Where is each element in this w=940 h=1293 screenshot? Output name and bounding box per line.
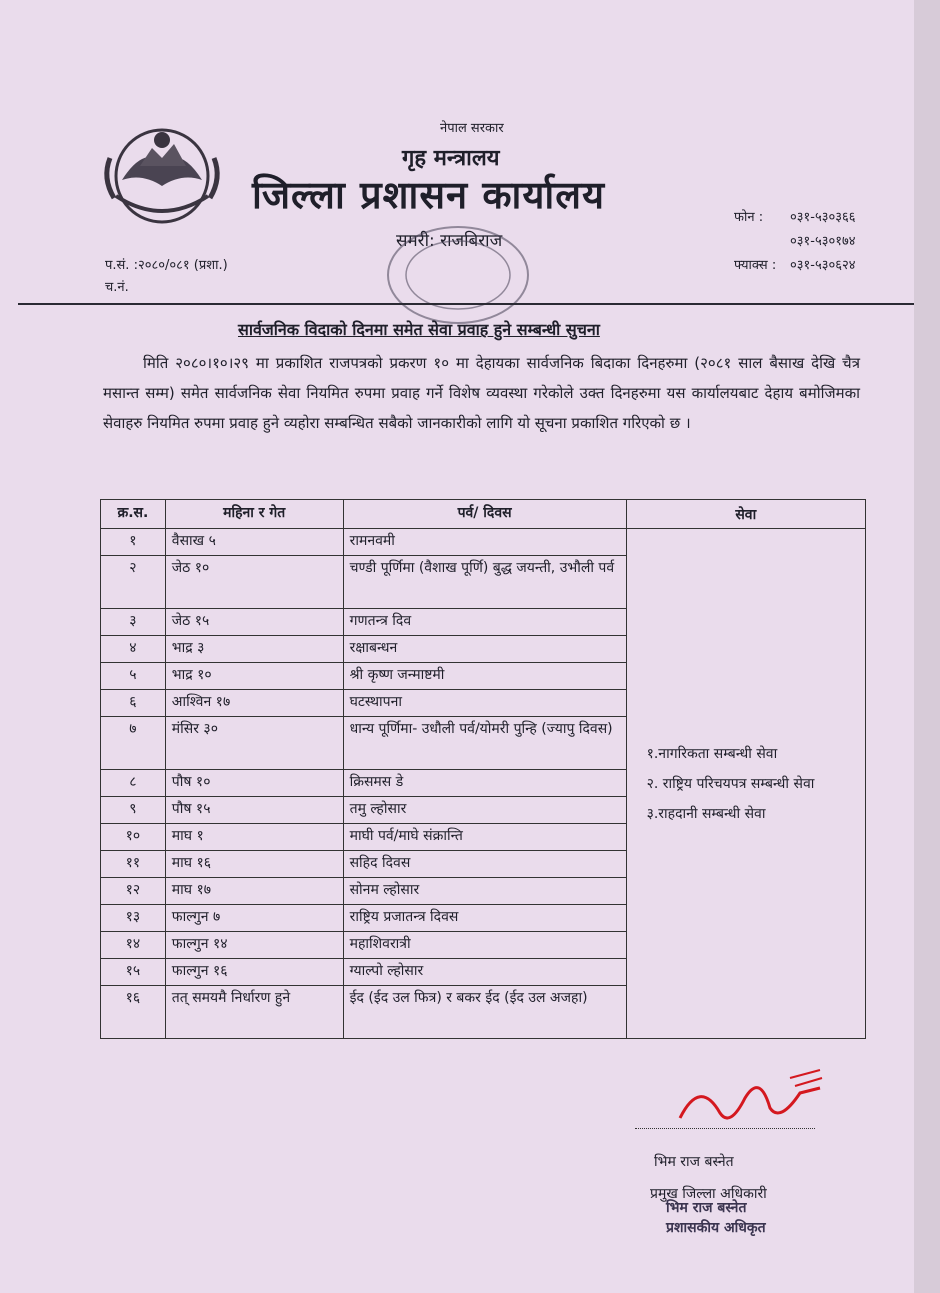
- phone-1: ०३१-५३०३६६: [790, 210, 856, 225]
- row-date: माघ १: [165, 824, 343, 851]
- row-date: भाद्र १०: [165, 663, 343, 690]
- row-sn: १३: [101, 905, 166, 932]
- row-festival: तमु ल्होसार: [343, 797, 626, 824]
- row-date: मंसिर ३०: [165, 717, 343, 770]
- row-sn: ९: [101, 797, 166, 824]
- header-divider: [18, 303, 914, 305]
- row-sn: ४: [101, 636, 166, 663]
- row-festival: माघी पर्व/माघे संक्रान्ति: [343, 824, 626, 851]
- stamp-name: भिम राज बस्नेत: [666, 1200, 747, 1216]
- row-sn: १०: [101, 824, 166, 851]
- service-item: २. राष्ट्रिय परिचयपत्र सम्बन्धी सेवा: [646, 775, 815, 792]
- row-festival: राष्ट्रिय प्रजातन्त्र दिवस: [343, 905, 626, 932]
- office-address: समरी: राजबिराज: [396, 231, 503, 251]
- header-service: सेवा: [626, 500, 865, 529]
- reference-block: [105, 255, 228, 299]
- row-date: तत् समयमै निर्धारण हुने: [165, 986, 343, 1039]
- row-date: पौष १०: [165, 770, 343, 797]
- header-festival: पर्व/ दिवस: [343, 500, 626, 529]
- dispatch-number: च.नं.: [105, 280, 129, 295]
- ministry-name: गृह मन्त्रालय: [402, 146, 500, 171]
- row-festival: ईद (ईद उल फित्र) र बकर ईद (ईद उल अजहा): [343, 986, 626, 1039]
- row-festival: ग्याल्पो ल्होसार: [343, 959, 626, 986]
- notice-title: सार्वजनिक विदाको दिनमा समेत सेवा प्रवाह हुने सम्बन्धी सुचना: [238, 320, 600, 339]
- nepal-emblem-icon: [92, 118, 232, 228]
- header-sn: क्र.स.: [101, 500, 166, 529]
- row-sn: २: [101, 556, 166, 609]
- row-date: माघ १६: [165, 851, 343, 878]
- row-sn: १: [101, 529, 166, 556]
- row-date: वैसाख ५: [165, 529, 343, 556]
- row-festival: रक्षाबन्धन: [343, 636, 626, 663]
- row-date: फाल्गुन १६: [165, 959, 343, 986]
- services-cell: [626, 529, 865, 1039]
- row-festival: सोनम ल्होसार: [343, 878, 626, 905]
- government-name: नेपाल सरकार: [440, 121, 504, 136]
- row-date: भाद्र ३: [165, 636, 343, 663]
- row-festival: चण्डी पूर्णिमा (वैशाख पूर्णि) बुद्ध जयन्ती, उभौली पर्व: [343, 556, 626, 609]
- row-sn: ५: [101, 663, 166, 690]
- row-sn: १६: [101, 986, 166, 1039]
- header-date: महिना र गेत: [165, 500, 343, 529]
- reference-number: प.सं. :२०८०/०८१ (प्रशा.): [105, 258, 228, 273]
- contact-block: [734, 206, 856, 278]
- signatory-stamp: [666, 1198, 766, 1238]
- signature-icon: [670, 1058, 840, 1148]
- signature-line: [635, 1128, 815, 1129]
- scan-edge: [914, 0, 940, 1293]
- row-date: आश्विन १७: [165, 690, 343, 717]
- phone-label: फोन :: [734, 210, 764, 225]
- row-sn: १२: [101, 878, 166, 905]
- signatory-name: भिम राज बस्नेत: [654, 1154, 734, 1170]
- row-date: माघ १७: [165, 878, 343, 905]
- row-festival: श्री कृष्ण जन्माष्टमी: [343, 663, 626, 690]
- office-stamp-icon: [378, 220, 538, 330]
- row-festival: महाशिवरात्री: [343, 932, 626, 959]
- service-item: १.नागरिकता सम्बन्धी सेवा: [646, 745, 778, 762]
- fax-number: ०३१-५३०६२४: [790, 258, 856, 273]
- row-sn: ११: [101, 851, 166, 878]
- row-date: पौष १५: [165, 797, 343, 824]
- row-sn: ६: [101, 690, 166, 717]
- row-sn: ८: [101, 770, 166, 797]
- row-sn: १५: [101, 959, 166, 986]
- row-date: जेठ १०: [165, 556, 343, 609]
- row-festival: गणतन्त्र दिव: [343, 609, 626, 636]
- service-item: ३.राहदानी सम्बन्धी सेवा: [646, 805, 766, 822]
- fax-label: फ्याक्स :: [734, 258, 777, 273]
- row-festival: घटस्थापना: [343, 690, 626, 717]
- row-sn: ७: [101, 717, 166, 770]
- row-sn: १४: [101, 932, 166, 959]
- row-date: जेठ १५: [165, 609, 343, 636]
- row-festival: धान्य पूर्णिमा- उधौली पर्व/योमरी पुन्हि (ज्यापु दिवस): [343, 717, 626, 770]
- office-name: जिल्ला प्रशासन कार्यालय: [252, 173, 606, 217]
- table-row: [101, 529, 866, 556]
- row-festival: सहिद दिवस: [343, 851, 626, 878]
- holiday-table: [100, 499, 866, 1039]
- row-festival: क्रिसमस डे: [343, 770, 626, 797]
- phone-2: ०३१-५३०१७४: [790, 234, 856, 249]
- table-header-row: [101, 500, 866, 529]
- notice-body: मिति २०८०।१०।२९ मा प्रकाशित राजपत्रको प्रकरण १० मा देहायका सार्वजनिक बिदाका दिनहरुमा (२०८१ साल बैसाख देखि चैत्र मसान्त सम्म) समेत सार्वजनिक सेवा नियमित रुपमा प्रवाह गर्ने विशेष व्यवस्था गरेकोले उक्त दिनहरुमा यस कार्यालयबाट देहाय बमोजिमका सेवाहरु नियमित रुपमा प्रवाह हुने व्यहोरा सम्बन्धित सबैको जानकारीको लागि यो सूचना प्रकाशित गरिएको छ ।: [103, 354, 860, 432]
- signatory-title: प्रमुख जिल्ला अधिकारी: [650, 1186, 767, 1202]
- row-festival: रामनवमी: [343, 529, 626, 556]
- stamp-title: प्रशासकीय अधिकृत: [666, 1220, 766, 1236]
- row-sn: ३: [101, 609, 166, 636]
- row-date: फाल्गुन ७: [165, 905, 343, 932]
- row-date: फाल्गुन १४: [165, 932, 343, 959]
